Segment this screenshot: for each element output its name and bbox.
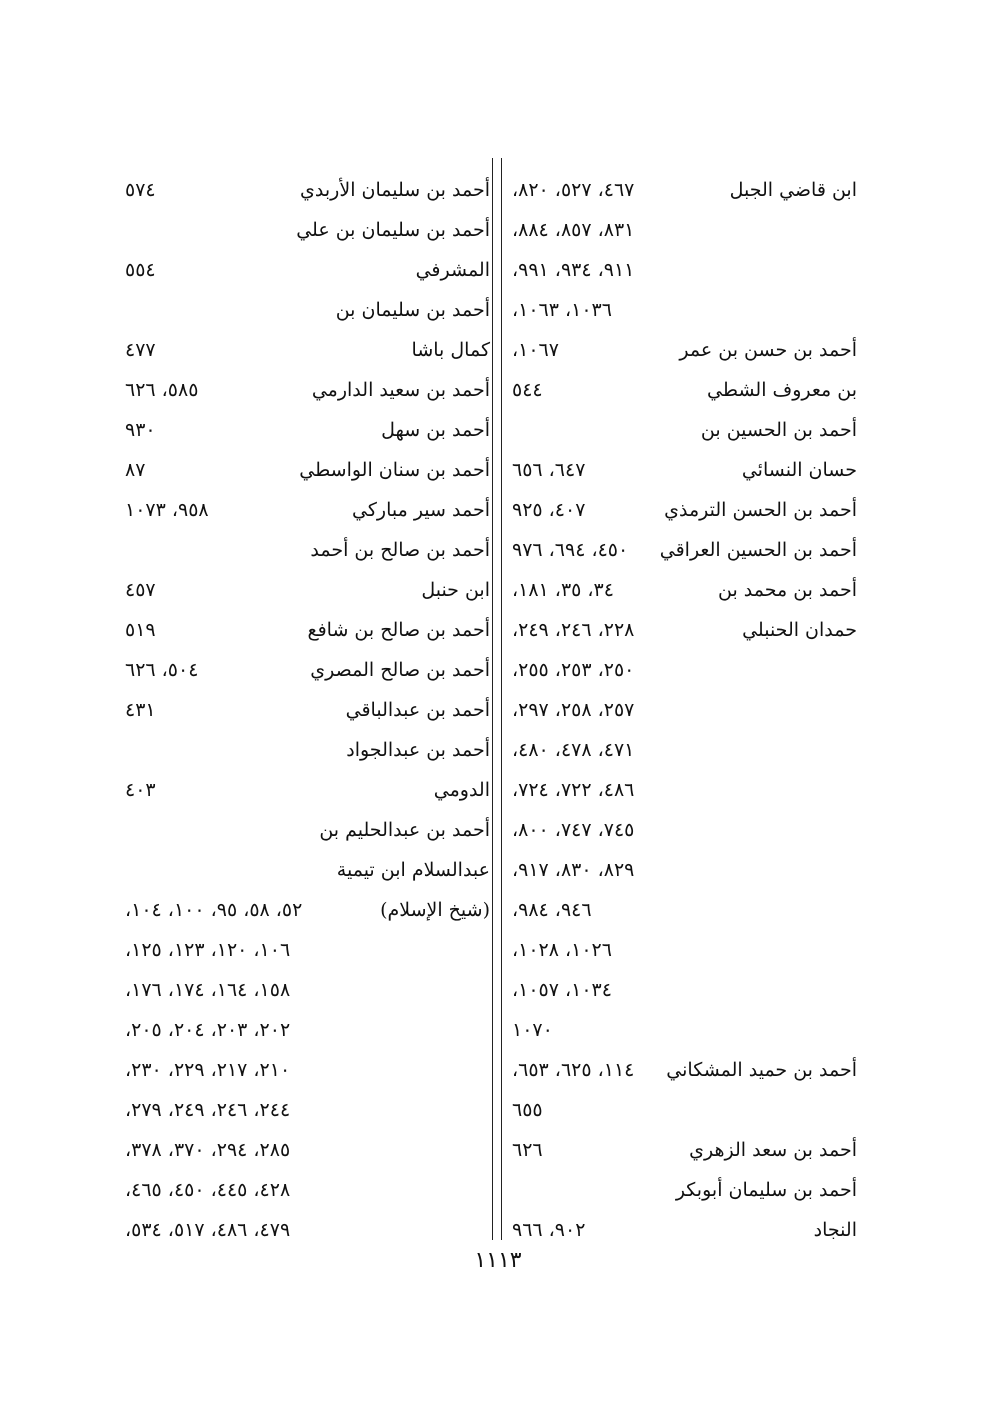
entry-pages: ٩٤٦، ٩٨٤، [512, 899, 592, 921]
index-entry [125, 530, 490, 570]
entry-pages: ٢٤٤، ٢٤٦، ٢٤٩، ٢٧٩، [125, 1099, 291, 1121]
index-entry [125, 930, 490, 970]
entry-name: المشرفي [415, 259, 490, 281]
entry-name: أحمد سير مباركي [352, 499, 490, 521]
entry-pages: ٤٧٧ [125, 339, 156, 361]
entry-pages: ٤٠٣ [125, 779, 156, 801]
index-entry [512, 370, 857, 410]
index-entry [512, 1050, 857, 1090]
index-entry [512, 770, 857, 810]
entry-pages: ٦٢٦ [512, 1139, 543, 1161]
index-entry [125, 330, 490, 370]
entry-name: الدومي [433, 779, 490, 801]
entry-name: أحمد بن عبدالباقي [345, 699, 490, 721]
entry-name: أحمد بن سعد الزهري [689, 1139, 857, 1161]
entry-name: أحمد بن حميد المشكاني [666, 1059, 857, 1081]
entry-pages: ٢٥٠، ٢٥٣، ٢٥٥، [512, 659, 635, 681]
index-entry [512, 570, 857, 610]
entry-name: حمدان الحنبلي [742, 619, 857, 641]
index-entry [125, 770, 490, 810]
page-number: ١١١٣ [474, 1248, 522, 1273]
entry-pages: ١٠٧٠ [512, 1019, 553, 1041]
entry-pages: ٥٠٤، ٦٢٦ [125, 659, 199, 681]
index-entry [512, 850, 857, 890]
index-entry [512, 810, 857, 850]
entry-pages: ٣٤، ٣٥، ١٨١، [512, 579, 614, 601]
entry-pages: ٤٠٧، ٩٢٥ [512, 499, 586, 521]
entry-name: النجاد [813, 1219, 857, 1241]
entry-pages: ٧٤٥، ٧٤٧، ٨٠٠، [512, 819, 635, 841]
entry-pages: ١٠٢٦، ١٠٢٨، [512, 939, 612, 961]
index-entry [512, 730, 857, 770]
entry-name: أحمد بن الحسين العراقي [659, 539, 857, 561]
entry-name: أحمد بن سنان الواسطي [299, 459, 490, 481]
column-divider [492, 158, 502, 1240]
entry-pages: ١٠٣٤، ١٠٥٧، [512, 979, 612, 1001]
index-entry [125, 610, 490, 650]
entry-name: أحمد بن سهل [381, 419, 490, 441]
index-entry [125, 450, 490, 490]
index-column-left [125, 170, 490, 1250]
entry-pages: ٥٢، ٥٨، ٩٥، ١٠٠، ١٠٤، [125, 899, 303, 921]
index-entry [512, 650, 857, 690]
index-entry [512, 330, 857, 370]
index-entry [125, 650, 490, 690]
index-entry [125, 290, 490, 330]
entry-pages: ٨٢٩، ٨٣٠، ٩١٧، [512, 859, 635, 881]
entry-pages: ١٥٨، ١٦٤، ١٧٤، ١٧٦، [125, 979, 291, 1001]
index-entry [512, 890, 857, 930]
entry-name: أحمد بن الحسن الترمذي [664, 499, 857, 521]
entry-name: أحمد بن صالح بن شافع [307, 619, 490, 641]
entry-pages: ٩٣٠ [125, 419, 156, 441]
entry-name: أحمد بن الحسين بن [700, 419, 857, 441]
index-entry [512, 1090, 857, 1130]
entry-name: بن معروف الشطي [707, 379, 857, 401]
index-entry [125, 730, 490, 770]
entry-name: أحمد بن سليمان بن علي [296, 219, 490, 241]
index-entry [125, 1130, 490, 1170]
index-entry [125, 170, 490, 210]
index-entry [125, 1090, 490, 1130]
entry-name: أحمد بن سليمان الأربدي [300, 179, 490, 201]
entry-pages: ٤٥٠، ٦٩٤، ٩٧٦ [512, 539, 629, 561]
entry-name: أحمد بن سعيد الدارمي [311, 379, 490, 401]
entry-pages: ٦٤٧، ٦٥٦ [512, 459, 586, 481]
entry-pages: ١٠٦، ١٢٠، ١٢٣، ١٢٥، [125, 939, 291, 961]
entry-name: ابن قاضي الجبل [729, 179, 857, 201]
index-entry [125, 490, 490, 530]
index-entry [512, 490, 857, 530]
index-entry [512, 250, 857, 290]
index-entry [512, 210, 857, 250]
index-entry [125, 250, 490, 290]
entry-name: عبدالسلام ابن تيمية [336, 859, 490, 881]
index-entry [512, 1130, 857, 1170]
index-entry [125, 810, 490, 850]
entry-name: أحمد بن عبدالجواد [346, 739, 490, 761]
entry-pages: ٨٣١، ٨٥٧، ٨٨٤، [512, 219, 635, 241]
index-entry [512, 170, 857, 210]
entry-name: كمال باشا [411, 339, 490, 361]
entry-name: أحمد بن سليمان أبوبكر [675, 1179, 857, 1201]
index-entry [125, 1050, 490, 1090]
entry-pages: ٥١٩ [125, 619, 156, 641]
index-entry [125, 970, 490, 1010]
entry-pages: ٨٧ [125, 459, 146, 481]
index-entry [125, 1170, 490, 1210]
entry-pages: ٢٥٧، ٢٥٨، ٢٩٧، [512, 699, 635, 721]
entry-pages: ٤٧٩، ٤٨٦، ٥١٧، ٥٣٤، [125, 1219, 291, 1241]
entry-pages: ٦٥٥ [512, 1099, 543, 1121]
index-entry [512, 930, 857, 970]
entry-pages: ٢٢٨، ٢٤٦، ٢٤٩، [512, 619, 635, 641]
entry-name: أحمد بن عبدالحليم بن [319, 819, 490, 841]
index-entry [512, 610, 857, 650]
entry-pages: ٤٢٨، ٤٤٥، ٤٥٠، ٤٦٥، [125, 1179, 291, 1201]
entry-name: أحمد بن حسن بن عمر [679, 339, 857, 361]
entry-pages: ٤٥٧ [125, 579, 156, 601]
index-entry [125, 570, 490, 610]
entry-pages: ٢٠٢، ٢٠٣، ٢٠٤، ٢٠٥، [125, 1019, 291, 1041]
entry-pages: ٤٨٦، ٧٢٢، ٧٢٤، [512, 779, 635, 801]
entry-pages: ٤٧١، ٤٧٨، ٤٨٠، [512, 739, 635, 761]
index-entry [512, 410, 857, 450]
index-entry [512, 970, 857, 1010]
entry-pages: ١٠٣٦، ١٠٦٣، [512, 299, 612, 321]
index-entry [512, 1170, 857, 1210]
entry-pages: ١٠٦٧، [512, 339, 559, 361]
index-entry [125, 890, 490, 930]
index-entry [125, 370, 490, 410]
entry-name: أحمد بن صالح المصري [310, 659, 490, 681]
entry-name: أحمد بن صالح بن أحمد [310, 539, 490, 561]
entry-pages: ٢١٠، ٢١٧، ٢٢٩، ٢٣٠، [125, 1059, 291, 1081]
entry-pages: ٤٣١ [125, 699, 156, 721]
entry-pages: ١١٤، ٦٢٥، ٦٥٣، [512, 1059, 635, 1081]
entry-pages: ٢٨٥، ٢٩٤، ٣٧٠، ٣٧٨، [125, 1139, 291, 1161]
entry-pages: ٥٨٥، ٦٢٦ [125, 379, 199, 401]
entry-pages: ٩٠٢، ٩٦٦ [512, 1219, 586, 1241]
index-entry [125, 850, 490, 890]
entry-name: أحمد بن سليمان بن [335, 299, 490, 321]
index-entry [125, 410, 490, 450]
index-entry [512, 1210, 857, 1250]
index-entry [125, 1210, 490, 1250]
entry-pages: ٥٥٤ [125, 259, 156, 281]
index-entry [512, 290, 857, 330]
index-entry [512, 690, 857, 730]
index-entry [125, 210, 490, 250]
index-column-right [512, 170, 857, 1250]
index-entry [125, 690, 490, 730]
entry-name: ابن حنبل [421, 579, 490, 601]
entry-pages: ٩٥٨، ١٠٧٣ [125, 499, 209, 521]
index-entry [512, 530, 857, 570]
entry-pages: ٥٧٤ [125, 179, 156, 201]
entry-pages: ٥٤٤ [512, 379, 543, 401]
index-entry [512, 1010, 857, 1050]
entry-pages: ٤٦٧، ٥٢٧، ٨٢٠، [512, 179, 635, 201]
index-entry [125, 1010, 490, 1050]
entry-name: أحمد بن محمد بن [717, 579, 857, 601]
entry-name: حسان النسائي [741, 459, 857, 481]
entry-name: (شيخ الإسلام) [380, 899, 490, 921]
index-entry [512, 450, 857, 490]
entry-pages: ٩١١، ٩٣٤، ٩٩١، [512, 259, 635, 281]
